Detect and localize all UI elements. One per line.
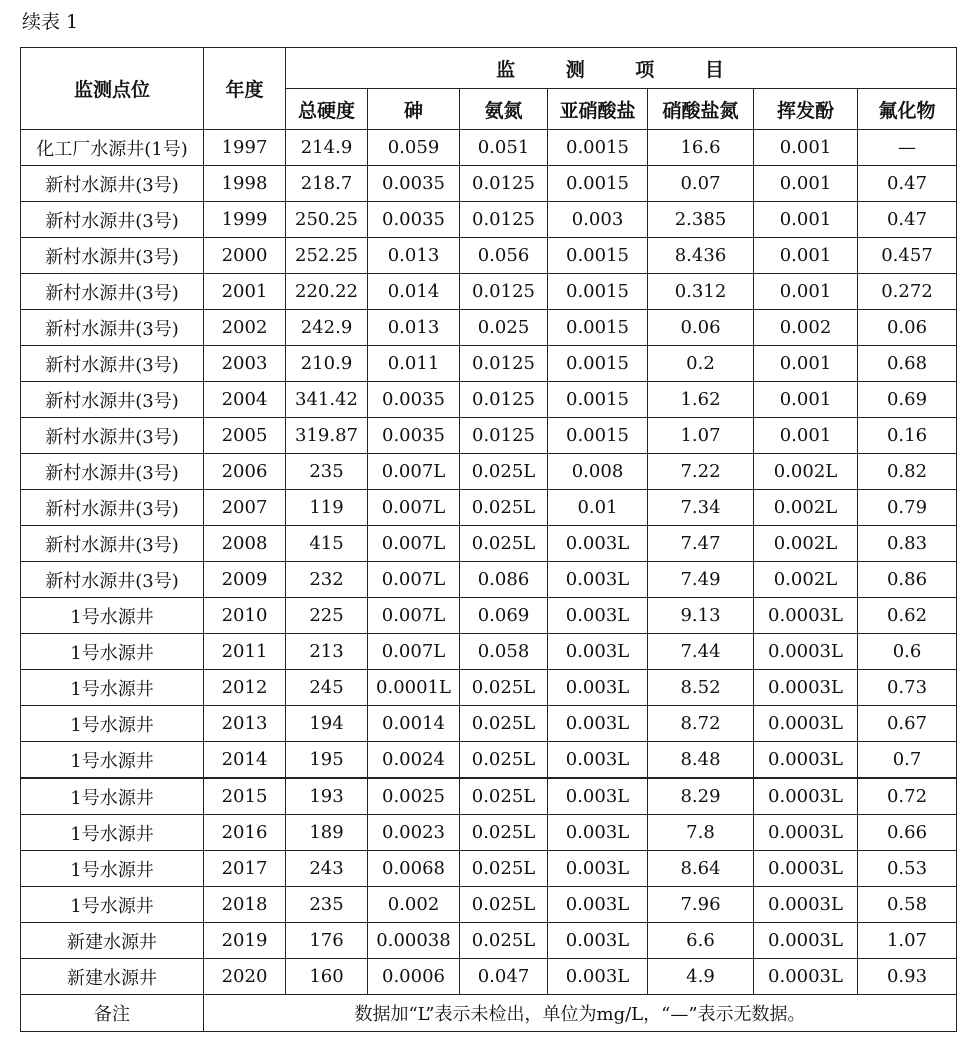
cell-volatile-phenol: 0.002L — [754, 526, 858, 562]
cell-nitrate-nitrogen: 8.52 — [648, 670, 754, 706]
cell-ammonia-nitrogen: 0.058 — [460, 634, 548, 670]
cell-total-hardness: 250.25 — [286, 202, 368, 238]
cell-fluoride: 0.272 — [858, 274, 957, 310]
cell-year: 1999 — [204, 202, 286, 238]
cell-total-hardness: 243 — [286, 851, 368, 887]
cell-nitrite: 0.003L — [548, 670, 648, 706]
cell-arsenic: 0.011 — [368, 346, 460, 382]
cell-year: 1998 — [204, 166, 286, 202]
cell-fluoride: 0.72 — [858, 778, 957, 815]
cell-fluoride: 0.73 — [858, 670, 957, 706]
cell-nitrite: 0.003L — [548, 742, 648, 779]
cell-location: 1号水源井 — [21, 742, 204, 779]
cell-volatile-phenol: 0.001 — [754, 166, 858, 202]
cell-year: 2019 — [204, 923, 286, 959]
cell-ammonia-nitrogen: 0.0125 — [460, 202, 548, 238]
cell-year: 2007 — [204, 490, 286, 526]
cell-arsenic: 0.007L — [368, 490, 460, 526]
cell-nitrate-nitrogen: 2.385 — [648, 202, 754, 238]
cell-fluoride: 0.53 — [858, 851, 957, 887]
cell-total-hardness: 210.9 — [286, 346, 368, 382]
cell-volatile-phenol: 0.001 — [754, 382, 858, 418]
cell-ammonia-nitrogen: 0.025L — [460, 851, 548, 887]
cell-volatile-phenol: 0.001 — [754, 346, 858, 382]
cell-nitrite: 0.0015 — [548, 346, 648, 382]
cell-location: 新村水源井(3号) — [21, 454, 204, 490]
table-row — [21, 310, 957, 346]
cell-ammonia-nitrogen: 0.025L — [460, 923, 548, 959]
cell-fluoride: 0.79 — [858, 490, 957, 526]
cell-fluoride: 0.06 — [858, 310, 957, 346]
cell-ammonia-nitrogen: 0.025L — [460, 454, 548, 490]
cell-nitrate-nitrogen: 0.2 — [648, 346, 754, 382]
cell-arsenic: 0.007L — [368, 526, 460, 562]
cell-volatile-phenol: 0.002 — [754, 310, 858, 346]
cell-nitrite: 0.0015 — [548, 418, 648, 454]
cell-arsenic: 0.002 — [368, 887, 460, 923]
cell-location: 1号水源井 — [21, 851, 204, 887]
cell-volatile-phenol: 0.0003L — [754, 959, 858, 995]
cell-arsenic: 0.0035 — [368, 382, 460, 418]
cell-nitrite: 0.003L — [548, 815, 648, 851]
cell-nitrate-nitrogen: 16.6 — [648, 130, 754, 166]
cell-year: 2015 — [204, 778, 286, 815]
cell-nitrate-nitrogen: 7.22 — [648, 454, 754, 490]
cell-arsenic: 0.0025 — [368, 778, 460, 815]
cell-fluoride: 0.86 — [858, 562, 957, 598]
header-location: 监测点位 — [21, 48, 204, 130]
header-monitoring-items: 监 测 项 目 — [286, 48, 957, 89]
cell-year: 2018 — [204, 887, 286, 923]
cell-year: 2001 — [204, 274, 286, 310]
cell-year: 2013 — [204, 706, 286, 742]
cell-arsenic: 0.0035 — [368, 166, 460, 202]
cell-arsenic: 0.0006 — [368, 959, 460, 995]
table-body — [21, 130, 957, 995]
cell-total-hardness: 235 — [286, 454, 368, 490]
cell-fluoride: — — [858, 130, 957, 166]
cell-ammonia-nitrogen: 0.0125 — [460, 418, 548, 454]
table-row — [21, 202, 957, 238]
cell-location: 1号水源井 — [21, 634, 204, 670]
cell-year: 2016 — [204, 815, 286, 851]
cell-nitrate-nitrogen: 0.312 — [648, 274, 754, 310]
cell-ammonia-nitrogen: 0.025L — [460, 887, 548, 923]
cell-nitrite: 0.003L — [548, 959, 648, 995]
cell-nitrate-nitrogen: 6.6 — [648, 923, 754, 959]
cell-arsenic: 0.0068 — [368, 851, 460, 887]
cell-arsenic: 0.059 — [368, 130, 460, 166]
cell-fluoride: 1.07 — [858, 923, 957, 959]
cell-ammonia-nitrogen: 0.0125 — [460, 166, 548, 202]
cell-nitrite: 0.003L — [548, 562, 648, 598]
cell-arsenic: 0.0014 — [368, 706, 460, 742]
cell-nitrite: 0.0015 — [548, 130, 648, 166]
cell-ammonia-nitrogen: 0.069 — [460, 598, 548, 634]
cell-nitrite: 0.01 — [548, 490, 648, 526]
cell-nitrite: 0.003L — [548, 598, 648, 634]
cell-year: 2004 — [204, 382, 286, 418]
cell-nitrate-nitrogen: 8.64 — [648, 851, 754, 887]
cell-ammonia-nitrogen: 0.025L — [460, 670, 548, 706]
cell-total-hardness: 341.42 — [286, 382, 368, 418]
cell-nitrite: 0.003L — [548, 851, 648, 887]
cell-volatile-phenol: 0.0003L — [754, 670, 858, 706]
cell-nitrate-nitrogen: 8.436 — [648, 238, 754, 274]
header-arsenic: 砷 — [368, 89, 460, 130]
cell-total-hardness: 242.9 — [286, 310, 368, 346]
cell-total-hardness: 214.9 — [286, 130, 368, 166]
header-fluoride: 氟化物 — [858, 89, 957, 130]
table-row — [21, 778, 957, 815]
table-row — [21, 598, 957, 634]
cell-year: 2009 — [204, 562, 286, 598]
cell-total-hardness: 176 — [286, 923, 368, 959]
cell-location: 1号水源井 — [21, 778, 204, 815]
cell-year: 2010 — [204, 598, 286, 634]
cell-location: 新建水源井 — [21, 959, 204, 995]
cell-volatile-phenol: 0.0003L — [754, 815, 858, 851]
cell-nitrate-nitrogen: 4.9 — [648, 959, 754, 995]
cell-volatile-phenol: 0.002L — [754, 562, 858, 598]
cell-year: 2003 — [204, 346, 286, 382]
header-volatile-phenol: 挥发酚 — [754, 89, 858, 130]
cell-nitrite: 0.003L — [548, 706, 648, 742]
cell-arsenic: 0.013 — [368, 310, 460, 346]
cell-fluoride: 0.67 — [858, 706, 957, 742]
cell-year: 2012 — [204, 670, 286, 706]
cell-fluoride: 0.7 — [858, 742, 957, 779]
header-nitrite: 亚硝酸盐 — [548, 89, 648, 130]
cell-nitrate-nitrogen: 8.29 — [648, 778, 754, 815]
cell-total-hardness: 225 — [286, 598, 368, 634]
cell-year: 2020 — [204, 959, 286, 995]
cell-arsenic: 0.0023 — [368, 815, 460, 851]
cell-year: 2008 — [204, 526, 286, 562]
table-row — [21, 238, 957, 274]
cell-nitrate-nitrogen: 8.72 — [648, 706, 754, 742]
cell-ammonia-nitrogen: 0.0125 — [460, 382, 548, 418]
table-row — [21, 959, 957, 995]
cell-nitrite: 0.0015 — [548, 238, 648, 274]
table-row — [21, 851, 957, 887]
cell-fluoride: 0.83 — [858, 526, 957, 562]
cell-arsenic: 0.013 — [368, 238, 460, 274]
cell-location: 新村水源井(3号) — [21, 274, 204, 310]
cell-total-hardness: 319.87 — [286, 418, 368, 454]
cell-total-hardness: 189 — [286, 815, 368, 851]
cell-volatile-phenol: 0.001 — [754, 130, 858, 166]
cell-location: 新村水源井(3号) — [21, 202, 204, 238]
table-row — [21, 382, 957, 418]
cell-volatile-phenol: 0.002L — [754, 454, 858, 490]
cell-location: 1号水源井 — [21, 598, 204, 634]
table-row — [21, 346, 957, 382]
cell-ammonia-nitrogen: 0.086 — [460, 562, 548, 598]
cell-nitrite: 0.003L — [548, 778, 648, 815]
cell-volatile-phenol: 0.0003L — [754, 706, 858, 742]
cell-location: 新村水源井(3号) — [21, 526, 204, 562]
header-ammonia-nitrogen: 氨氮 — [460, 89, 548, 130]
cell-fluoride: 0.82 — [858, 454, 957, 490]
cell-nitrate-nitrogen: 1.07 — [648, 418, 754, 454]
header-total-hardness: 总硬度 — [286, 89, 368, 130]
cell-year: 2011 — [204, 634, 286, 670]
cell-total-hardness: 213 — [286, 634, 368, 670]
cell-ammonia-nitrogen: 0.025L — [460, 742, 548, 779]
cell-total-hardness: 193 — [286, 778, 368, 815]
cell-total-hardness: 119 — [286, 490, 368, 526]
header-year: 年度 — [204, 48, 286, 130]
cell-nitrite: 0.008 — [548, 454, 648, 490]
cell-volatile-phenol: 0.001 — [754, 418, 858, 454]
cell-location: 1号水源井 — [21, 706, 204, 742]
cell-location: 新村水源井(3号) — [21, 166, 204, 202]
cell-volatile-phenol: 0.0003L — [754, 923, 858, 959]
cell-location: 新村水源井(3号) — [21, 490, 204, 526]
cell-year: 1997 — [204, 130, 286, 166]
header-nitrate-nitrogen: 硝酸盐氮 — [648, 89, 754, 130]
cell-location: 1号水源井 — [21, 815, 204, 851]
cell-year: 2014 — [204, 742, 286, 779]
table-row — [21, 166, 957, 202]
cell-year: 2005 — [204, 418, 286, 454]
cell-ammonia-nitrogen: 0.025L — [460, 815, 548, 851]
cell-total-hardness: 220.22 — [286, 274, 368, 310]
cell-year: 2017 — [204, 851, 286, 887]
cell-location: 新村水源井(3号) — [21, 382, 204, 418]
cell-arsenic: 0.007L — [368, 598, 460, 634]
cell-nitrite: 0.0015 — [548, 166, 648, 202]
table-row — [21, 562, 957, 598]
cell-nitrate-nitrogen: 7.8 — [648, 815, 754, 851]
remark-label: 备注 — [21, 995, 204, 1032]
cell-location: 1号水源井 — [21, 670, 204, 706]
cell-year: 2002 — [204, 310, 286, 346]
cell-arsenic: 0.00038 — [368, 923, 460, 959]
cell-arsenic: 0.007L — [368, 454, 460, 490]
table-row — [21, 418, 957, 454]
monitoring-table — [20, 47, 957, 1032]
table-row — [21, 742, 957, 779]
cell-total-hardness: 232 — [286, 562, 368, 598]
cell-location: 1号水源井 — [21, 887, 204, 923]
cell-ammonia-nitrogen: 0.051 — [460, 130, 548, 166]
cell-fluoride: 0.47 — [858, 166, 957, 202]
cell-fluoride: 0.16 — [858, 418, 957, 454]
table-row — [21, 490, 957, 526]
cell-nitrate-nitrogen: 7.49 — [648, 562, 754, 598]
cell-nitrite: 0.003L — [548, 526, 648, 562]
cell-volatile-phenol: 0.0003L — [754, 887, 858, 923]
table-caption: 续表 1 — [22, 11, 79, 33]
cell-nitrite: 0.0015 — [548, 310, 648, 346]
cell-location: 新村水源井(3号) — [21, 418, 204, 454]
cell-location: 化工厂水源井(1号) — [21, 130, 204, 166]
table-row — [21, 815, 957, 851]
cell-fluoride: 0.457 — [858, 238, 957, 274]
cell-arsenic: 0.014 — [368, 274, 460, 310]
remark-text: 数据加“L”表示未检出，单位为mg/L，“—”表示无数据。 — [204, 995, 957, 1032]
cell-arsenic: 0.007L — [368, 634, 460, 670]
cell-volatile-phenol: 0.0003L — [754, 742, 858, 779]
cell-arsenic: 0.0035 — [368, 202, 460, 238]
cell-ammonia-nitrogen: 0.0125 — [460, 274, 548, 310]
cell-nitrite: 0.0015 — [548, 274, 648, 310]
cell-nitrite: 0.003L — [548, 887, 648, 923]
cell-year: 2006 — [204, 454, 286, 490]
cell-total-hardness: 218.7 — [286, 166, 368, 202]
cell-nitrate-nitrogen: 8.48 — [648, 742, 754, 779]
cell-nitrate-nitrogen: 0.06 — [648, 310, 754, 346]
table-row — [21, 526, 957, 562]
table-row — [21, 670, 957, 706]
cell-ammonia-nitrogen: 0.025L — [460, 526, 548, 562]
table-row — [21, 274, 957, 310]
cell-total-hardness: 195 — [286, 742, 368, 779]
cell-volatile-phenol: 0.002L — [754, 490, 858, 526]
cell-volatile-phenol: 0.0003L — [754, 598, 858, 634]
cell-fluoride: 0.93 — [858, 959, 957, 995]
cell-location: 新村水源井(3号) — [21, 346, 204, 382]
cell-fluoride: 0.69 — [858, 382, 957, 418]
cell-nitrate-nitrogen: 7.34 — [648, 490, 754, 526]
cell-arsenic: 0.0035 — [368, 418, 460, 454]
cell-nitrate-nitrogen: 7.47 — [648, 526, 754, 562]
cell-nitrite: 0.003L — [548, 923, 648, 959]
table-row — [21, 454, 957, 490]
cell-nitrate-nitrogen: 7.96 — [648, 887, 754, 923]
cell-nitrite: 0.003 — [548, 202, 648, 238]
cell-nitrate-nitrogen: 7.44 — [648, 634, 754, 670]
cell-total-hardness: 194 — [286, 706, 368, 742]
cell-nitrate-nitrogen: 1.62 — [648, 382, 754, 418]
cell-arsenic: 0.007L — [368, 562, 460, 598]
cell-total-hardness: 160 — [286, 959, 368, 995]
cell-location: 新村水源井(3号) — [21, 238, 204, 274]
cell-ammonia-nitrogen: 0.025L — [460, 778, 548, 815]
cell-arsenic: 0.0001L — [368, 670, 460, 706]
cell-location: 新建水源井 — [21, 923, 204, 959]
cell-year: 2000 — [204, 238, 286, 274]
cell-fluoride: 0.68 — [858, 346, 957, 382]
cell-volatile-phenol: 0.0003L — [754, 634, 858, 670]
cell-nitrite: 0.0015 — [548, 382, 648, 418]
cell-total-hardness: 415 — [286, 526, 368, 562]
cell-ammonia-nitrogen: 0.025L — [460, 490, 548, 526]
cell-ammonia-nitrogen: 0.025 — [460, 310, 548, 346]
table-row — [21, 706, 957, 742]
cell-location: 新村水源井(3号) — [21, 310, 204, 346]
table-row — [21, 887, 957, 923]
table-row — [21, 130, 957, 166]
cell-arsenic: 0.0024 — [368, 742, 460, 779]
cell-fluoride: 0.66 — [858, 815, 957, 851]
cell-nitrate-nitrogen: 9.13 — [648, 598, 754, 634]
cell-location: 新村水源井(3号) — [21, 562, 204, 598]
cell-ammonia-nitrogen: 0.025L — [460, 706, 548, 742]
cell-volatile-phenol: 0.001 — [754, 274, 858, 310]
cell-volatile-phenol: 0.0003L — [754, 851, 858, 887]
cell-fluoride: 0.6 — [858, 634, 957, 670]
cell-total-hardness: 245 — [286, 670, 368, 706]
cell-volatile-phenol: 0.001 — [754, 238, 858, 274]
cell-volatile-phenol: 0.001 — [754, 202, 858, 238]
cell-total-hardness: 252.25 — [286, 238, 368, 274]
cell-ammonia-nitrogen: 0.0125 — [460, 346, 548, 382]
cell-fluoride: 0.62 — [858, 598, 957, 634]
cell-total-hardness: 235 — [286, 887, 368, 923]
table-row — [21, 923, 957, 959]
cell-fluoride: 0.58 — [858, 887, 957, 923]
cell-nitrate-nitrogen: 0.07 — [648, 166, 754, 202]
table-row — [21, 634, 957, 670]
cell-ammonia-nitrogen: 0.047 — [460, 959, 548, 995]
cell-fluoride: 0.47 — [858, 202, 957, 238]
cell-ammonia-nitrogen: 0.056 — [460, 238, 548, 274]
cell-nitrite: 0.003L — [548, 634, 648, 670]
cell-volatile-phenol: 0.0003L — [754, 778, 858, 815]
